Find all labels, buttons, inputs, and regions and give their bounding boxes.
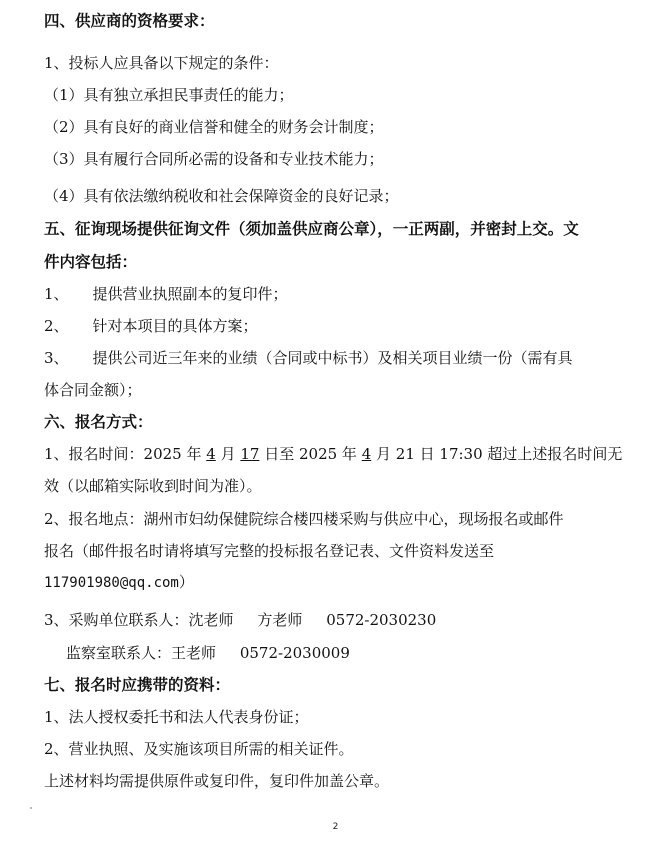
sec6-time-line1 (44, 444, 622, 464)
sec7-item-1: 1、法人授权委托书和法人代表身份证； (44, 708, 309, 726)
contact-email: 117901980@qq.com (44, 575, 179, 591)
section-6-title: 六、报名方式： (44, 413, 153, 431)
section-7-title: 七、报名时应携带的资料： (44, 676, 231, 694)
sec6-time-suffix: 月 21 日 17:30 超过上述报名时间无 (371, 445, 623, 463)
sec4-sub-4: （4）具有依法缴纳税收和社会保障资金的良好记录； (44, 187, 399, 205)
sec6-time-mid-2: 日至 2025 年 (259, 445, 362, 463)
sec5-item-1-num: 1、 (44, 285, 69, 303)
sec7-note: 上述材料均需提供原件或复印件，复印件加盖公章。 (44, 772, 390, 790)
section-4-title: 四、供应商的资格要求： (44, 12, 215, 30)
corner-mark (30, 807, 32, 809)
sec4-item-1: 1、投标人应具备以下规定的条件： (44, 54, 279, 72)
sec5-item-1 (44, 284, 288, 304)
sec6-contact-line2: 监察室联系人：王老师 0572-2030009 (66, 644, 350, 662)
sec4-sub-1: （1）具有独立承担民事责任的能力； (44, 86, 294, 104)
sec5-item-2 (44, 316, 258, 336)
section-5-title-line1: 五、征询现场提供征询文件（须加盖供应商公章），一正两副，并密封上交。文 (44, 220, 579, 238)
sec6-place-line2: 报名（邮件报名时请将填写完整的投标报名登记表、文件资料发送至 (44, 542, 495, 560)
sec4-sub-3: （3）具有履行合同所必需的设备和专业技术能力； (44, 150, 384, 168)
sec6-place-line3 (44, 572, 194, 593)
sec4-sub-2: （2）具有良好的商业信誉和健全的财务会计制度； (44, 118, 384, 136)
sec5-item-2-num: 2、 (44, 317, 69, 335)
sec6-place-end: ） (178, 573, 194, 591)
sec7-item-2: 2、营业执照、及实施该项目所需的相关证件。 (44, 740, 354, 758)
sec5-item-3-line2: 体合同金额）； (44, 381, 142, 399)
sec6-place-line1: 2、报名地点：湖州市妇幼保健院综合楼四楼采购与供应中心，现场报名或邮件 (44, 510, 564, 528)
sec6-time-prefix: 1、报名时间：2025 年 (44, 445, 207, 463)
sec5-item-3 (44, 348, 573, 368)
sec6-time-line2: 效（以邮箱实际收到时间为准）。 (44, 477, 262, 495)
sec6-time-month-2: 4 (361, 445, 372, 463)
sec5-item-1-text: 提供营业执照副本的复印件； (92, 285, 288, 303)
sec5-item-3-num: 3、 (44, 349, 69, 367)
sec6-time-day-1: 17 (240, 445, 260, 463)
section-5-title-line2: 件内容包括： (44, 253, 138, 271)
sec6-time-month-1: 4 (206, 445, 216, 463)
sec5-item-3-text-line1: 提供公司近三年来的业绩（合同或中标书）及相关项目业绩一份（需有具 (92, 349, 573, 367)
sec6-time-mid-1: 月 (215, 445, 241, 463)
sec5-item-2-text: 针对本项目的具体方案； (92, 317, 258, 335)
page-number: 2 (332, 822, 339, 832)
sec6-contact-line1: 3、采购单位联系人：沈老师 方老师 0572-2030230 (44, 611, 437, 629)
